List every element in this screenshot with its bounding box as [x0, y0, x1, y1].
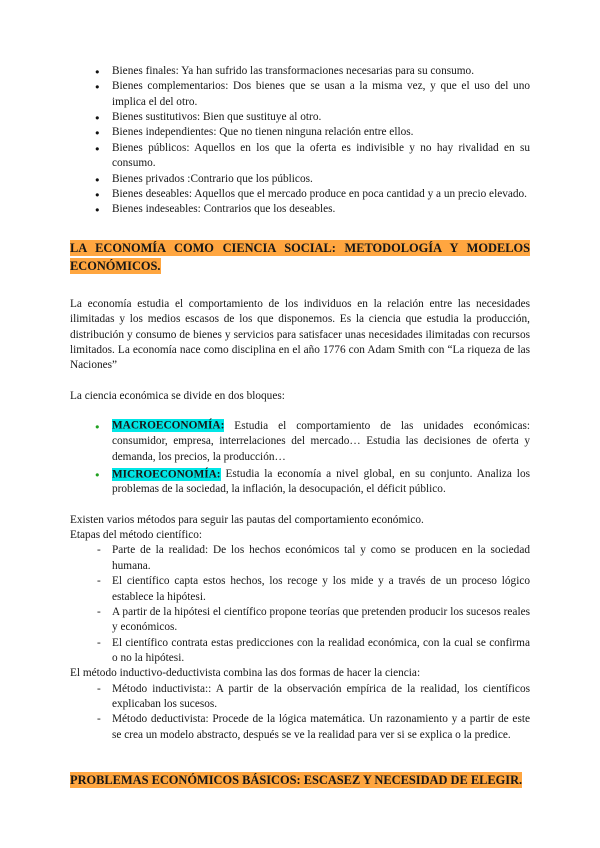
inductive-intro: El método inductivo-deductivista combina las dos formas de hacer la ciencia: [70, 667, 421, 680]
blocks-intro: La ciencia económica se divide en dos bloques: [70, 389, 285, 402]
list-item: ● Bienes sustitutivos: Bien que sustituye al otro. [112, 110, 530, 125]
stages-label: Etapas del método científico: [70, 529, 203, 542]
inductive-item: - Método deductivista: Procede de la lógica matemática. Un razonamiento y a partir de este se crea un modelo abstracto, después se ve la realidad para ver si se explica o la predice. [112, 712, 530, 743]
inductive-list [70, 682, 530, 743]
stages-list [70, 543, 530, 666]
stage-item: - A partir de la hipótesi el científico propone teorías que pretenden producir los sucesos reales y económicos. [112, 605, 530, 636]
macroeconomia-item [112, 419, 530, 465]
heading-highlight: LA ECONOMÍA COMO CIENCIA SOCIAL: METODOLOGÍA Y MODELOS ECONÓMICOS. [70, 240, 530, 274]
microeconomia-text: Estudia la economía a nivel global, en su conjunto. Analiza los problemas de la sociedad, la inflación, la desocupación, el déficit público. [112, 468, 530, 496]
macroeconomia-term: MACROECONOMÍA: [112, 419, 225, 432]
heading-highlight: PROBLEMAS ECONÓMICOS BÁSICOS: ESCASEZ Y NECESIDAD DE ELEGIR. [70, 773, 523, 788]
intro-paragraph: La economía estudia el comportamiento de los individuos en la relación entre las necesidades ilimitadas y los medios escasos de los que disponemos. Es la ciencia que estudia la producción, distribución y consumo de bienes y servicios para satisfacer unas necesidades ilimitadas con recursos limitados. La economía nace como disciplina en el año 1776 con Adam Smith con “La riqueza de las Naciones” [70, 297, 530, 372]
methods-intro: Existen varios métodos para seguir las pautas del comportamiento económico. [70, 513, 424, 526]
list-item: ● Bienes indeseables: Contrarios que los deseables. [112, 202, 530, 217]
list-item: ● Bienes complementarios: Dos bienes que se usan a la misma vez, y que el uso del uno implica el del otro. [112, 79, 530, 110]
section-heading-problemas [70, 771, 530, 790]
stage-item: - El científico capta estos hechos, los recoge y los mide y a través de un proceso lógico establece la hipótesi. [112, 574, 530, 605]
stage-item: - Parte de la realidad: De los hechos económicos tal y como se producen en la sociedad humana. [112, 543, 530, 574]
stage-item: - El científico contrata estas predicciones con la realidad económica, con la cual se confirma o no la hipótesi. [112, 636, 530, 667]
goods-list [70, 64, 530, 218]
section-heading-economia [70, 239, 530, 276]
list-item: ● Bienes privados :Contrario que los públicos. [112, 172, 530, 187]
list-item: ● Bienes finales: Ya han sufrido las transformaciones necesarias para su consumo. [112, 64, 530, 79]
macroeconomia-text: Estudia el comportamiento de las unidades económicas: consumidor, empresa, interrelaciones del mercado… Estudia las decisiones de oferta y demanda, los precios, la producción… [112, 419, 530, 463]
list-item: ● Bienes públicos: Aquellos en los que la oferta es indivisible y no hay rivalidad en su consumo. [112, 141, 530, 172]
microeconomia-item [112, 467, 530, 498]
list-item: ● Bienes deseables: Aquellos que el mercado produce en poca cantidad y a un precio elevado. [112, 187, 530, 202]
inductive-item: - Método inductivista:: A partir de la observación empírica de la realidad, los científicos explicaban los sucesos. [112, 682, 530, 713]
microeconomia-term: MICROECONOMÍA: [112, 468, 221, 481]
list-item: ● Bienes independientes: Que no tienen ninguna relación entre ellos. [112, 125, 530, 140]
branches-list [70, 419, 530, 498]
